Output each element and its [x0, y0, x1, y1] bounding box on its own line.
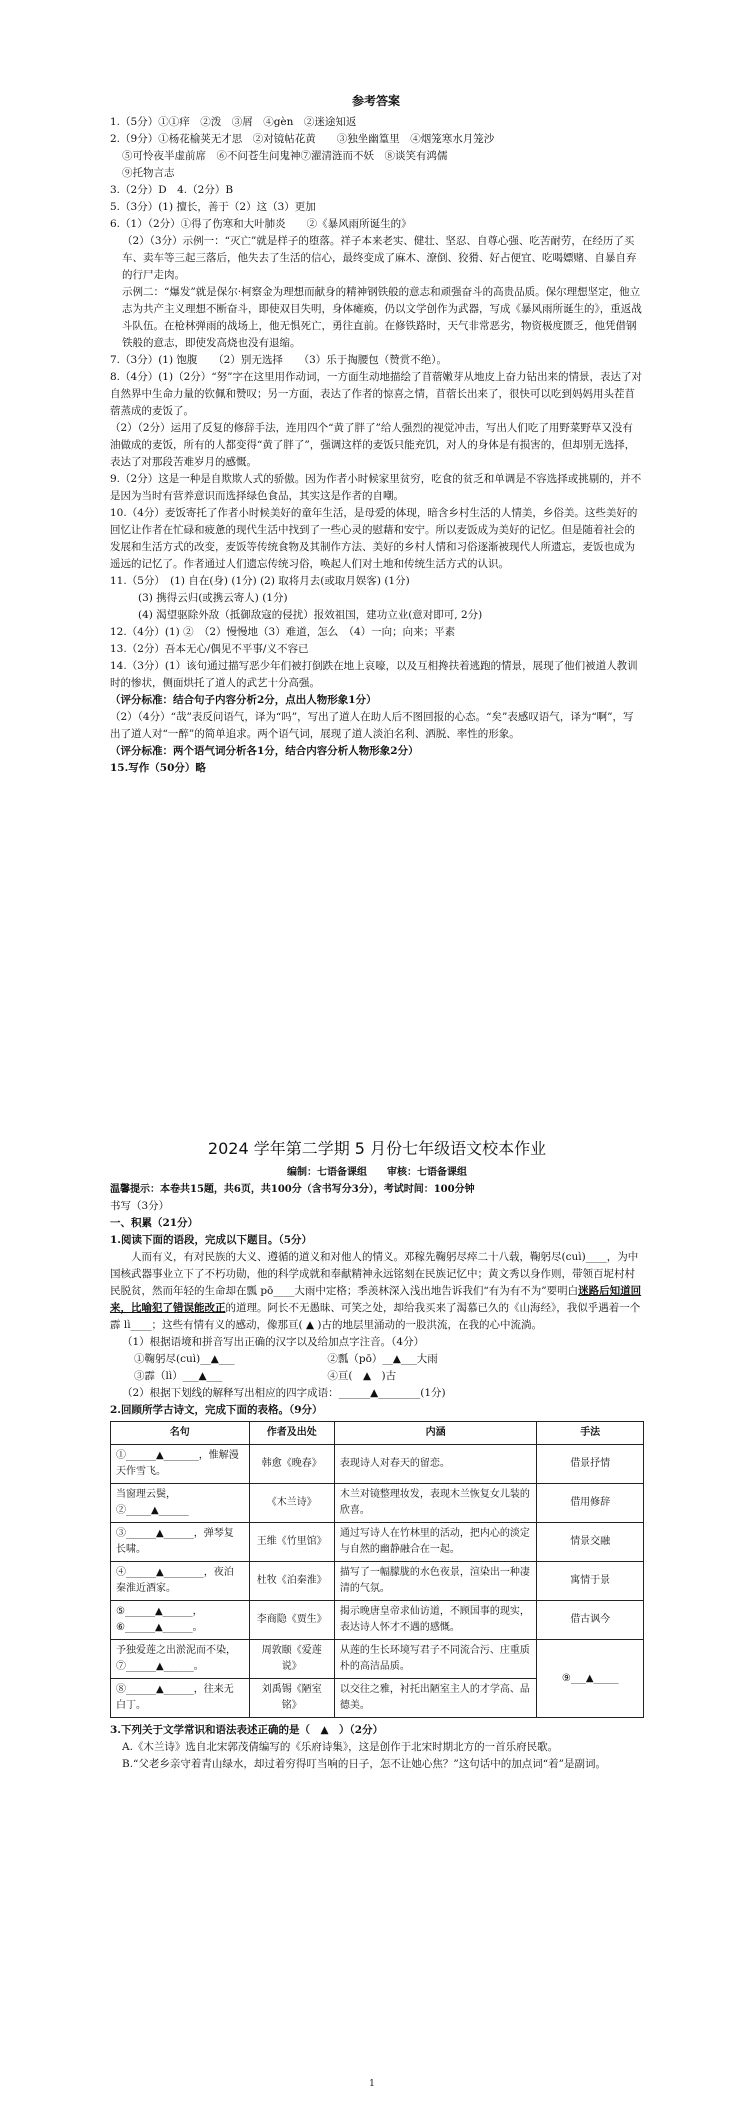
poem-line-cell[interactable]: ⑤______▲______，⑥______▲______。	[111, 1601, 250, 1640]
writing-score: 书写（3分）	[110, 1200, 170, 1212]
table-row	[111, 1601, 644, 1640]
underlined-phrase: 迷路后知道回来，比喻犯了错误能改正	[110, 1285, 642, 1314]
meaning-cell: 描写了一幅朦胧的水色夜景，渲染出一种凄清的气氛。	[334, 1562, 537, 1601]
source-cell: 刘禹锡《陋室铭》	[249, 1679, 334, 1718]
table-row	[111, 1640, 644, 1679]
blank-4[interactable]: ④亘( ▲ )古	[327, 1370, 397, 1382]
answer-line: 3.（2分）D 4.（2分）B	[110, 184, 234, 196]
answer-line: 8.（4分）(1)（2分）“努”字在这里用作动词，一方面生动地描绘了苜蓿嫩芽从地皮上奋力钻出来的情景，表达了对自然界中生命力量的钦佩和赞叹；另一方面，表达了作者的惊喜之情，苜蓿长出来了，很快可以吃到妈妈用头茬苜蓿蒸成的麦饭了。	[110, 371, 642, 417]
question-title: 3.下列关于文学常识和语法表述正确的是（ ▲ ）（2分）	[110, 1724, 384, 1736]
choice-option-a[interactable]: A.《木兰诗》选自北宋郭茂倩编写的《乐府诗集》，这是创作于北宋时期北方的一首乐府民歌。	[122, 1741, 559, 1753]
blank-1[interactable]: ①鞠躬尽(cuì)__▲___	[134, 1353, 235, 1365]
meaning-cell: 从莲的生长环境写君子不同流合污、庄重质朴的高洁品质。	[334, 1640, 537, 1679]
answer-line: 1.（5分）①①痒 ②泼 ③屑 ④gèn ②迷途知返	[110, 116, 357, 128]
source-cell: 韩愈《晚春》	[249, 1445, 334, 1484]
table-header-row	[111, 1422, 644, 1445]
answer-line: （2）（4分）“哉”表反问语气，译为“吗”，写出了道人在助人后不图回报的心态。“矣”表感叹语气，译为“啊”，写出了道人对“一醉”的简单追求。两个语气词，展现了道人淡泊名利、洒脱、率性的形象。	[110, 711, 634, 740]
answer-line: 12.（4分）(1) ② （2）慢慢地（3）难道，怎么 （4）一向；向来；平素	[110, 626, 456, 638]
choice-option-b[interactable]: B.“父老乡亲守着青山绿水，却过着穷得叮当响的日子，怎不让她心焦？”这句话中的加点词“着”是副词。	[122, 1758, 607, 1770]
meaning-cell: 木兰对镜整理妆发，表现木兰恢复女儿装的欣喜。	[334, 1484, 537, 1523]
technique-cell: 借用修辞	[537, 1484, 644, 1523]
poem-line-cell[interactable]: ①______▲_______，惟解漫天作雪飞。	[111, 1445, 250, 1484]
table-header: 内涵	[334, 1422, 537, 1445]
poem-line-cell[interactable]: 予独爱莲之出淤泥而不染，⑦______▲______。	[111, 1640, 250, 1679]
answer-key	[110, 92, 642, 777]
table-header: 名句	[111, 1422, 250, 1445]
table-row	[111, 1523, 644, 1562]
exam-tip: 温馨提示：本卷共15题，共6页，共100分（含书写分3分），考试时间：100分钟	[110, 1184, 475, 1195]
answer-line: 13.（2分）吾本无心/偶见不平事/义不容已	[110, 643, 309, 655]
answer-line: （2）（3分）示例一：“灭亡”就是样子的堕落。祥子本来老实、健壮、坚忍、自尊心强、吃苦耐劳，在经历了买车、卖车等三起三落后，他失去了生活的信心，最终变成了麻木、潦倒、狡猾、好占便宜、吃喝嫖赌、自暴自弃的行尸走肉。	[122, 235, 637, 281]
answer-line: （2）（2分）运用了反复的修辞手法，连用四个“黄了胖了”给人强烈的视觉冲击，写出人们吃了用野菜野草又没有油做成的麦饭，所有的人都变得“黄了胖了”，强调这样的麦饭只能充饥，对人的身体是有损害的，但却别无选择，表达了对那段苦难岁月的感慨。	[110, 422, 636, 468]
poem-line-cell[interactable]: 当窗理云鬓，②_____▲______	[111, 1484, 250, 1523]
table-header: 手法	[537, 1422, 644, 1445]
poem-line-cell[interactable]: ④______▲________，夜泊秦淮近酒家。	[111, 1562, 250, 1601]
poem-line-cell[interactable]: ③______▲______，弹琴复长啸。	[111, 1523, 250, 1562]
technique-cell[interactable]: ⑨___▲_____	[537, 1640, 644, 1718]
answer-line: ⑤可怜夜半虚前席 ⑥不问苍生问鬼神⑦濯清涟而不妖 ⑧谈笑有鸿儒	[122, 150, 448, 162]
editors-line: 编制：七语备课组 审核：七语备课组	[287, 1167, 467, 1178]
homework-section	[110, 1138, 644, 1773]
table-row	[111, 1484, 644, 1523]
writing-answer: 15.写作（50分）略	[110, 762, 206, 774]
sub-question: （1）根据语境和拼音写出正确的汉字以及给加点字注音。（4分）	[122, 1336, 425, 1348]
answer-line: 14.（3分）(1）该句通过描写恶少年们被打倒跌在地上哀嚎，以及互相搀扶着逃跑的情景，展现了他们被道人教训时的惨状，侧面烘托了道人的武艺十分高强。	[110, 660, 638, 689]
technique-cell: 借景抒情	[537, 1445, 644, 1484]
sub-question: （2）根据下划线的解释写出相应的四字成语：______▲________(1分)	[122, 1387, 446, 1399]
answer-key-title: 参考答案	[351, 94, 400, 108]
page-number: 1	[369, 2079, 375, 2089]
technique-cell: 寓情于景	[537, 1562, 644, 1601]
table-header: 作者及出处	[249, 1422, 334, 1445]
technique-cell: 情景交融	[537, 1523, 644, 1562]
answer-line: (3) 携得云归(或携云寄人) (1分)	[138, 592, 288, 604]
scoring-criteria: （评分标准：两个语气词分析各1分，结合内容分析人物形象2分）	[110, 745, 419, 757]
meaning-cell: 通过写诗人在竹林里的活动，把内心的淡定与自然的幽静融合在一起。	[334, 1523, 537, 1562]
source-cell: 周敦颐《爱莲说》	[249, 1640, 334, 1679]
answer-line: 11.（5分） (1) 自在(身) (1分) (2) 取将月去(或取月娱客) (1分)	[110, 575, 410, 587]
answer-line: 6.（1）（2分）①得了伤寒和大叶肺炎 ②《暴风雨所诞生的》	[110, 218, 412, 230]
meaning-cell: 表现诗人对春天的留恋。	[334, 1445, 537, 1484]
answer-line: (4) 渴望驱除外敌（抵御敌寇的侵扰）报效祖国，建功立业(意对即可, 2分)	[138, 609, 483, 621]
blank-2[interactable]: ②瓢（pō）__▲___大雨	[327, 1353, 438, 1365]
poem-table	[110, 1421, 644, 1718]
homework-title: 2024 学年第二学期 5 月份七年级语文校本作业	[207, 1139, 547, 1158]
source-cell: 杜牧《泊秦淮》	[249, 1562, 334, 1601]
source-cell: 《木兰诗》	[249, 1484, 334, 1523]
poem-line-cell[interactable]: ⑧______▲______，往来无白丁。	[111, 1679, 250, 1718]
table-row	[111, 1445, 644, 1484]
answer-line: ⑨托物言志	[122, 167, 175, 179]
answer-line: 10.（4分）麦饭寄托了作者小时候美好的童年生活，是母爱的体现，暗含乡村生活的人情美，乡俗美。这些美好的回忆让作者在忙碌和疲惫的现代生活中找到了一些心灵的慰藉和安宁。所以麦饭成为美好的记忆。但是随着社会的发展和生活方式的改变，麦饭等传统食物及其制作方法、美好的乡村人情和习俗逐渐被现代人所遗忘，麦饭也成为遥远的记忆了。作者通过人们遗忘传统习俗，唤起人们对土地和传统生活方式的认识。	[110, 507, 638, 570]
meaning-cell: 揭示晚唐皇帝求仙访道，不顾国事的现实，表达诗人怀才不遇的感慨。	[334, 1601, 537, 1640]
blank-3[interactable]: ③霹（lì）___▲___	[134, 1370, 223, 1382]
blank-row	[110, 1351, 644, 1368]
answer-line: 示例二：“爆发”就是保尔·柯察金为理想而献身的精神钢铁般的意志和顽强奋斗的高贵品质。保尔理想坚定，他立志为共产主义理想不断奋斗，即使双目失明，身体瘫痪，仍以文学创作为武器，写成《暴风雨所诞生的》，重返战斗队伍。在枪林弹雨的战场上，他无惧死亡，勇往直前。在修铁路时，天气非常恶劣，物资极度匮乏，他凭借钢铁般的意志，即使发高烧也没有退缩。	[122, 286, 642, 349]
section-heading: 一、积累（21分）	[110, 1217, 199, 1229]
answer-line: 7.（3分）(1) 饱腹 （2）别无选择 （3）乐于掏腰包（赞赏不绝）。	[110, 354, 448, 366]
blank-row	[110, 1368, 644, 1385]
table-row	[111, 1562, 644, 1601]
answer-line: 9.（2分）这是一种是自欺欺人式的骄傲。因为作者小时候家里贫穷，吃食的贫乏和单调是不容选择或挑剔的，并不是因为当时有营养意识而选择绿色食品，其实这是作者的自嘲。	[110, 473, 642, 502]
technique-cell: 借古讽今	[537, 1601, 644, 1640]
source-cell: 李商隐《贾生》	[249, 1601, 334, 1640]
scoring-criteria: （评分标准：结合句子内容分析2分，点出人物形象1分）	[110, 694, 377, 706]
answer-line: 2.（9分）①杨花榆荚无才思 ②对镜帖花黄 ③独坐幽篁里 ④烟笼寒水月笼沙	[110, 133, 495, 145]
reading-passage: 人而有义，有对民族的大义、遵循的道义和对他人的情义。邓稼先鞠躬尽瘁二十八载，鞠躬尽(cuì)____，为中国核武器事业立下了不朽功勋，他的科学成就和奉献精神永远铭刻在民族记忆中；黄文秀以身作则，带领百坭村村民脱贫，然而年轻的生命却在瓢 pō____大雨中定格；季羡林深入浅出地告诉我们“有为有不为”要明白迷路后知道回来，比喻犯了错误能改正的道理。阿长不无愚昧、可笑之处，却给我买来了渴慕已久的《山海经》，我似乎遇着一个霹 lì____；这些有情有义的感动，像那亘( ▲ )古的地层里涌动的一股洪流，在我的心中流淌。	[110, 1251, 642, 1331]
source-cell: 王维《竹里馆》	[249, 1523, 334, 1562]
meaning-cell: 以交往之雅，衬托出陋室主人的才学高、品德美。	[334, 1679, 537, 1718]
question-title: 1.阅读下面的语段，完成以下题目。（5分）	[110, 1234, 313, 1246]
answer-line: 5.（3分）(1) 擅长，善于（2）这（3）更加	[110, 201, 316, 213]
question-title: 2.回顾所学古诗文，完成下面的表格。（9分）	[110, 1404, 323, 1416]
